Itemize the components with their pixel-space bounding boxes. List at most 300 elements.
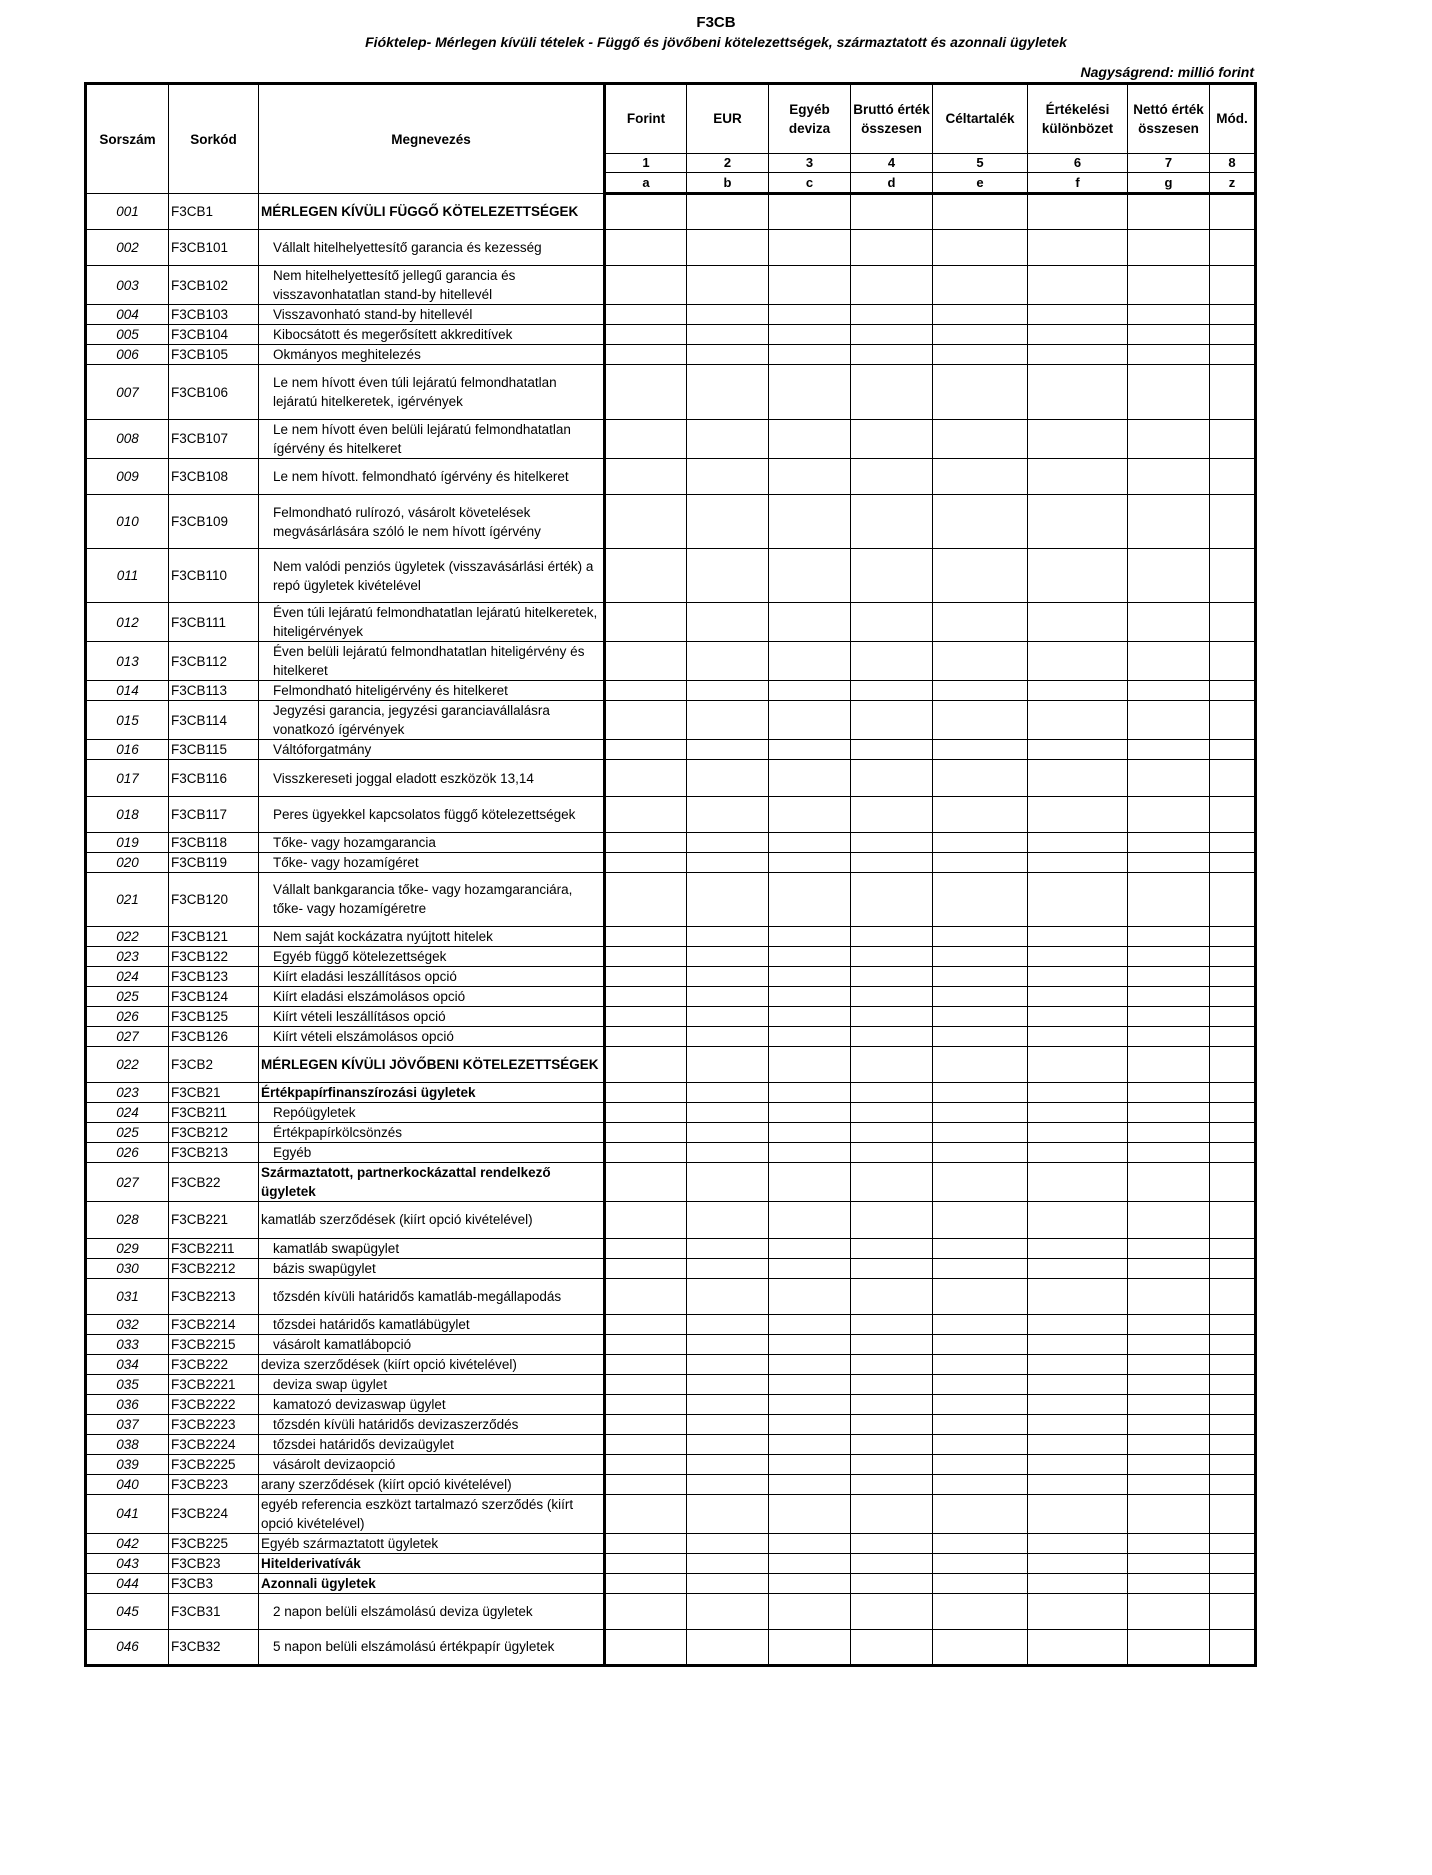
value-cell[interactable]: [687, 1103, 769, 1123]
value-cell[interactable]: [769, 1354, 851, 1374]
value-cell[interactable]: [605, 642, 687, 681]
value-cell[interactable]: [933, 1394, 1028, 1414]
value-cell[interactable]: [1128, 1007, 1210, 1027]
value-cell[interactable]: [1028, 1027, 1128, 1047]
value-cell[interactable]: [687, 1553, 769, 1573]
value-cell[interactable]: [1128, 927, 1210, 947]
value-cell[interactable]: [769, 681, 851, 701]
value-cell[interactable]: [933, 1334, 1028, 1354]
value-cell[interactable]: [1210, 1494, 1256, 1533]
value-cell[interactable]: [687, 1414, 769, 1434]
value-cell[interactable]: [687, 1334, 769, 1354]
value-cell[interactable]: [1128, 1103, 1210, 1123]
value-cell[interactable]: [687, 701, 769, 740]
value-cell[interactable]: [687, 1238, 769, 1258]
value-cell[interactable]: [851, 927, 933, 947]
value-cell[interactable]: [1028, 1143, 1128, 1163]
value-cell[interactable]: [1028, 852, 1128, 872]
value-cell[interactable]: [1210, 1007, 1256, 1027]
value-cell[interactable]: [605, 419, 687, 458]
value-cell[interactable]: [1028, 642, 1128, 681]
value-cell[interactable]: [769, 1394, 851, 1414]
value-cell[interactable]: [851, 305, 933, 325]
value-cell[interactable]: [1128, 967, 1210, 987]
value-cell[interactable]: [605, 549, 687, 603]
value-cell[interactable]: [851, 987, 933, 1007]
value-cell[interactable]: [1028, 832, 1128, 852]
value-cell[interactable]: [933, 1258, 1028, 1278]
value-cell[interactable]: [769, 832, 851, 852]
value-cell[interactable]: [605, 1414, 687, 1434]
value-cell[interactable]: [605, 494, 687, 548]
value-cell[interactable]: [687, 365, 769, 419]
value-cell[interactable]: [687, 1494, 769, 1533]
value-cell[interactable]: [1210, 740, 1256, 760]
value-cell[interactable]: [851, 1103, 933, 1123]
value-cell[interactable]: [933, 365, 1028, 419]
value-cell[interactable]: [1128, 1083, 1210, 1103]
value-cell[interactable]: [851, 1163, 933, 1202]
value-cell[interactable]: [1028, 1533, 1128, 1553]
value-cell[interactable]: [851, 1394, 933, 1414]
value-cell[interactable]: [769, 1629, 851, 1665]
value-cell[interactable]: [933, 1163, 1028, 1202]
value-cell[interactable]: [769, 305, 851, 325]
value-cell[interactable]: [769, 1494, 851, 1533]
value-cell[interactable]: [605, 1027, 687, 1047]
value-cell[interactable]: [769, 796, 851, 832]
value-cell[interactable]: [769, 967, 851, 987]
value-cell[interactable]: [933, 796, 1028, 832]
value-cell[interactable]: [1128, 1454, 1210, 1474]
value-cell[interactable]: [851, 1374, 933, 1394]
value-cell[interactable]: [769, 1593, 851, 1629]
value-cell[interactable]: [1210, 345, 1256, 365]
value-cell[interactable]: [1210, 1354, 1256, 1374]
value-cell[interactable]: [1028, 740, 1128, 760]
value-cell[interactable]: [933, 1354, 1028, 1374]
value-cell[interactable]: [933, 872, 1028, 926]
value-cell[interactable]: [1028, 305, 1128, 325]
value-cell[interactable]: [605, 987, 687, 1007]
value-cell[interactable]: [933, 832, 1028, 852]
value-cell[interactable]: [1028, 1474, 1128, 1494]
value-cell[interactable]: [851, 1494, 933, 1533]
value-cell[interactable]: [1210, 1047, 1256, 1083]
value-cell[interactable]: [769, 1007, 851, 1027]
value-cell[interactable]: [851, 852, 933, 872]
value-cell[interactable]: [1128, 642, 1210, 681]
value-cell[interactable]: [687, 1354, 769, 1374]
value-cell[interactable]: [1028, 1047, 1128, 1083]
value-cell[interactable]: [1028, 325, 1128, 345]
value-cell[interactable]: [1128, 1394, 1210, 1414]
value-cell[interactable]: [851, 1143, 933, 1163]
value-cell[interactable]: [769, 1202, 851, 1238]
value-cell[interactable]: [687, 1454, 769, 1474]
value-cell[interactable]: [1128, 458, 1210, 494]
value-cell[interactable]: [851, 1593, 933, 1629]
value-cell[interactable]: [1028, 1573, 1128, 1593]
value-cell[interactable]: [1128, 194, 1210, 230]
value-cell[interactable]: [933, 701, 1028, 740]
value-cell[interactable]: [605, 1202, 687, 1238]
value-cell[interactable]: [933, 681, 1028, 701]
value-cell[interactable]: [851, 1573, 933, 1593]
value-cell[interactable]: [1128, 1258, 1210, 1278]
value-cell[interactable]: [1210, 1123, 1256, 1143]
value-cell[interactable]: [605, 1354, 687, 1374]
value-cell[interactable]: [851, 642, 933, 681]
value-cell[interactable]: [605, 1494, 687, 1533]
value-cell[interactable]: [687, 796, 769, 832]
value-cell[interactable]: [1128, 1414, 1210, 1434]
value-cell[interactable]: [851, 1454, 933, 1474]
value-cell[interactable]: [1210, 1434, 1256, 1454]
value-cell[interactable]: [1210, 1394, 1256, 1414]
value-cell[interactable]: [1128, 494, 1210, 548]
value-cell[interactable]: [1128, 1374, 1210, 1394]
value-cell[interactable]: [851, 1314, 933, 1334]
value-cell[interactable]: [1128, 760, 1210, 796]
value-cell[interactable]: [1028, 1629, 1128, 1665]
value-cell[interactable]: [605, 365, 687, 419]
value-cell[interactable]: [605, 947, 687, 967]
value-cell[interactable]: [1210, 987, 1256, 1007]
value-cell[interactable]: [687, 1434, 769, 1454]
value-cell[interactable]: [769, 266, 851, 305]
value-cell[interactable]: [605, 305, 687, 325]
value-cell[interactable]: [687, 194, 769, 230]
value-cell[interactable]: [605, 872, 687, 926]
value-cell[interactable]: [1028, 947, 1128, 967]
value-cell[interactable]: [687, 642, 769, 681]
value-cell[interactable]: [687, 603, 769, 642]
value-cell[interactable]: [851, 681, 933, 701]
value-cell[interactable]: [1028, 345, 1128, 365]
value-cell[interactable]: [1128, 345, 1210, 365]
value-cell[interactable]: [1028, 1374, 1128, 1394]
value-cell[interactable]: [605, 740, 687, 760]
value-cell[interactable]: [687, 230, 769, 266]
value-cell[interactable]: [605, 1474, 687, 1494]
value-cell[interactable]: [1128, 1278, 1210, 1314]
value-cell[interactable]: [769, 1553, 851, 1573]
value-cell[interactable]: [1028, 796, 1128, 832]
value-cell[interactable]: [687, 967, 769, 987]
value-cell[interactable]: [1128, 1354, 1210, 1374]
value-cell[interactable]: [933, 230, 1028, 266]
value-cell[interactable]: [933, 419, 1028, 458]
value-cell[interactable]: [605, 1007, 687, 1027]
value-cell[interactable]: [933, 1414, 1028, 1434]
value-cell[interactable]: [851, 701, 933, 740]
value-cell[interactable]: [687, 947, 769, 967]
value-cell[interactable]: [687, 1007, 769, 1027]
value-cell[interactable]: [933, 1474, 1028, 1494]
value-cell[interactable]: [851, 1238, 933, 1258]
value-cell[interactable]: [851, 419, 933, 458]
value-cell[interactable]: [851, 1123, 933, 1143]
value-cell[interactable]: [1028, 872, 1128, 926]
value-cell[interactable]: [1210, 681, 1256, 701]
value-cell[interactable]: [1128, 230, 1210, 266]
value-cell[interactable]: [769, 642, 851, 681]
value-cell[interactable]: [687, 549, 769, 603]
value-cell[interactable]: [1210, 927, 1256, 947]
value-cell[interactable]: [1210, 1629, 1256, 1665]
value-cell[interactable]: [1128, 832, 1210, 852]
value-cell[interactable]: [933, 305, 1028, 325]
value-cell[interactable]: [1210, 194, 1256, 230]
value-cell[interactable]: [933, 1143, 1028, 1163]
value-cell[interactable]: [769, 494, 851, 548]
value-cell[interactable]: [1210, 1278, 1256, 1314]
value-cell[interactable]: [1210, 1334, 1256, 1354]
value-cell[interactable]: [605, 1334, 687, 1354]
value-cell[interactable]: [1210, 1027, 1256, 1047]
value-cell[interactable]: [933, 740, 1028, 760]
value-cell[interactable]: [1028, 494, 1128, 548]
value-cell[interactable]: [1128, 305, 1210, 325]
value-cell[interactable]: [605, 1314, 687, 1334]
value-cell[interactable]: [769, 1434, 851, 1454]
value-cell[interactable]: [1210, 1374, 1256, 1394]
value-cell[interactable]: [1028, 1258, 1128, 1278]
value-cell[interactable]: [687, 927, 769, 947]
value-cell[interactable]: [851, 494, 933, 548]
value-cell[interactable]: [1028, 419, 1128, 458]
value-cell[interactable]: [769, 1474, 851, 1494]
value-cell[interactable]: [769, 1314, 851, 1334]
value-cell[interactable]: [1210, 305, 1256, 325]
value-cell[interactable]: [1128, 1047, 1210, 1083]
value-cell[interactable]: [687, 760, 769, 796]
value-cell[interactable]: [687, 987, 769, 1007]
value-cell[interactable]: [605, 1143, 687, 1163]
value-cell[interactable]: [769, 325, 851, 345]
value-cell[interactable]: [1028, 1394, 1128, 1414]
value-cell[interactable]: [769, 1334, 851, 1354]
value-cell[interactable]: [1028, 1103, 1128, 1123]
value-cell[interactable]: [851, 458, 933, 494]
value-cell[interactable]: [1128, 419, 1210, 458]
value-cell[interactable]: [687, 1047, 769, 1083]
value-cell[interactable]: [1210, 603, 1256, 642]
value-cell[interactable]: [933, 642, 1028, 681]
value-cell[interactable]: [605, 832, 687, 852]
value-cell[interactable]: [1028, 1083, 1128, 1103]
value-cell[interactable]: [851, 796, 933, 832]
value-cell[interactable]: [1028, 1007, 1128, 1027]
value-cell[interactable]: [1210, 230, 1256, 266]
value-cell[interactable]: [1028, 927, 1128, 947]
value-cell[interactable]: [1210, 1414, 1256, 1434]
value-cell[interactable]: [769, 701, 851, 740]
value-cell[interactable]: [851, 760, 933, 796]
value-cell[interactable]: [605, 1593, 687, 1629]
value-cell[interactable]: [933, 1027, 1028, 1047]
value-cell[interactable]: [769, 1143, 851, 1163]
value-cell[interactable]: [1128, 1163, 1210, 1202]
value-cell[interactable]: [687, 872, 769, 926]
value-cell[interactable]: [769, 603, 851, 642]
value-cell[interactable]: [769, 927, 851, 947]
value-cell[interactable]: [851, 603, 933, 642]
value-cell[interactable]: [605, 1163, 687, 1202]
value-cell[interactable]: [1028, 1202, 1128, 1238]
value-cell[interactable]: [1128, 1202, 1210, 1238]
value-cell[interactable]: [1028, 194, 1128, 230]
value-cell[interactable]: [1210, 1202, 1256, 1238]
value-cell[interactable]: [1128, 796, 1210, 832]
value-cell[interactable]: [769, 987, 851, 1007]
value-cell[interactable]: [1028, 1454, 1128, 1474]
value-cell[interactable]: [769, 1103, 851, 1123]
value-cell[interactable]: [605, 345, 687, 365]
value-cell[interactable]: [1210, 1083, 1256, 1103]
value-cell[interactable]: [933, 494, 1028, 548]
value-cell[interactable]: [1028, 1434, 1128, 1454]
value-cell[interactable]: [933, 549, 1028, 603]
value-cell[interactable]: [687, 1374, 769, 1394]
value-cell[interactable]: [933, 1533, 1028, 1553]
value-cell[interactable]: [851, 1354, 933, 1374]
value-cell[interactable]: [1210, 419, 1256, 458]
value-cell[interactable]: [933, 603, 1028, 642]
value-cell[interactable]: [851, 832, 933, 852]
value-cell[interactable]: [933, 1007, 1028, 1027]
value-cell[interactable]: [1028, 1354, 1128, 1374]
value-cell[interactable]: [1210, 266, 1256, 305]
value-cell[interactable]: [605, 1123, 687, 1143]
value-cell[interactable]: [687, 832, 769, 852]
value-cell[interactable]: [851, 1533, 933, 1553]
value-cell[interactable]: [687, 494, 769, 548]
value-cell[interactable]: [933, 345, 1028, 365]
value-cell[interactable]: [687, 740, 769, 760]
value-cell[interactable]: [687, 1123, 769, 1143]
value-cell[interactable]: [1210, 760, 1256, 796]
value-cell[interactable]: [1028, 1553, 1128, 1573]
value-cell[interactable]: [1028, 1593, 1128, 1629]
value-cell[interactable]: [1028, 1334, 1128, 1354]
value-cell[interactable]: [851, 1629, 933, 1665]
value-cell[interactable]: [605, 1047, 687, 1083]
value-cell[interactable]: [1210, 1553, 1256, 1573]
value-cell[interactable]: [1210, 365, 1256, 419]
value-cell[interactable]: [605, 325, 687, 345]
value-cell[interactable]: [687, 419, 769, 458]
value-cell[interactable]: [1210, 1163, 1256, 1202]
value-cell[interactable]: [1128, 549, 1210, 603]
value-cell[interactable]: [1028, 967, 1128, 987]
value-cell[interactable]: [933, 1553, 1028, 1573]
value-cell[interactable]: [851, 266, 933, 305]
value-cell[interactable]: [1128, 1027, 1210, 1047]
value-cell[interactable]: [933, 987, 1028, 1007]
value-cell[interactable]: [851, 230, 933, 266]
value-cell[interactable]: [933, 1047, 1028, 1083]
value-cell[interactable]: [1128, 1593, 1210, 1629]
value-cell[interactable]: [933, 967, 1028, 987]
value-cell[interactable]: [851, 1334, 933, 1354]
value-cell[interactable]: [1028, 987, 1128, 1007]
value-cell[interactable]: [933, 1454, 1028, 1474]
value-cell[interactable]: [1128, 852, 1210, 872]
value-cell[interactable]: [1128, 987, 1210, 1007]
value-cell[interactable]: [1210, 458, 1256, 494]
value-cell[interactable]: [1210, 1593, 1256, 1629]
value-cell[interactable]: [1128, 701, 1210, 740]
value-cell[interactable]: [687, 305, 769, 325]
value-cell[interactable]: [851, 1434, 933, 1454]
value-cell[interactable]: [605, 927, 687, 947]
value-cell[interactable]: [851, 194, 933, 230]
value-cell[interactable]: [769, 1238, 851, 1258]
value-cell[interactable]: [1128, 740, 1210, 760]
value-cell[interactable]: [1128, 1573, 1210, 1593]
value-cell[interactable]: [769, 1163, 851, 1202]
value-cell[interactable]: [769, 1047, 851, 1083]
value-cell[interactable]: [851, 1083, 933, 1103]
value-cell[interactable]: [1128, 1533, 1210, 1553]
value-cell[interactable]: [769, 852, 851, 872]
value-cell[interactable]: [1128, 365, 1210, 419]
value-cell[interactable]: [1210, 852, 1256, 872]
value-cell[interactable]: [1028, 681, 1128, 701]
value-cell[interactable]: [851, 365, 933, 419]
value-cell[interactable]: [605, 1394, 687, 1414]
value-cell[interactable]: [687, 681, 769, 701]
value-cell[interactable]: [933, 760, 1028, 796]
value-cell[interactable]: [851, 1474, 933, 1494]
value-cell[interactable]: [605, 458, 687, 494]
value-cell[interactable]: [1210, 325, 1256, 345]
value-cell[interactable]: [851, 1202, 933, 1238]
value-cell[interactable]: [1128, 1474, 1210, 1494]
value-cell[interactable]: [1210, 1314, 1256, 1334]
value-cell[interactable]: [769, 194, 851, 230]
value-cell[interactable]: [769, 1533, 851, 1553]
value-cell[interactable]: [933, 194, 1028, 230]
value-cell[interactable]: [1128, 266, 1210, 305]
value-cell[interactable]: [687, 1202, 769, 1238]
value-cell[interactable]: [687, 1163, 769, 1202]
value-cell[interactable]: [1210, 832, 1256, 852]
value-cell[interactable]: [1210, 494, 1256, 548]
value-cell[interactable]: [1028, 1163, 1128, 1202]
value-cell[interactable]: [769, 419, 851, 458]
value-cell[interactable]: [605, 967, 687, 987]
value-cell[interactable]: [851, 1027, 933, 1047]
value-cell[interactable]: [605, 1629, 687, 1665]
value-cell[interactable]: [1128, 1314, 1210, 1334]
value-cell[interactable]: [933, 325, 1028, 345]
value-cell[interactable]: [1210, 1143, 1256, 1163]
value-cell[interactable]: [1028, 603, 1128, 642]
value-cell[interactable]: [1210, 1474, 1256, 1494]
value-cell[interactable]: [1028, 549, 1128, 603]
value-cell[interactable]: [687, 325, 769, 345]
value-cell[interactable]: [851, 1278, 933, 1314]
value-cell[interactable]: [1210, 947, 1256, 967]
value-cell[interactable]: [851, 345, 933, 365]
value-cell[interactable]: [605, 760, 687, 796]
value-cell[interactable]: [687, 1629, 769, 1665]
value-cell[interactable]: [687, 345, 769, 365]
value-cell[interactable]: [1128, 325, 1210, 345]
